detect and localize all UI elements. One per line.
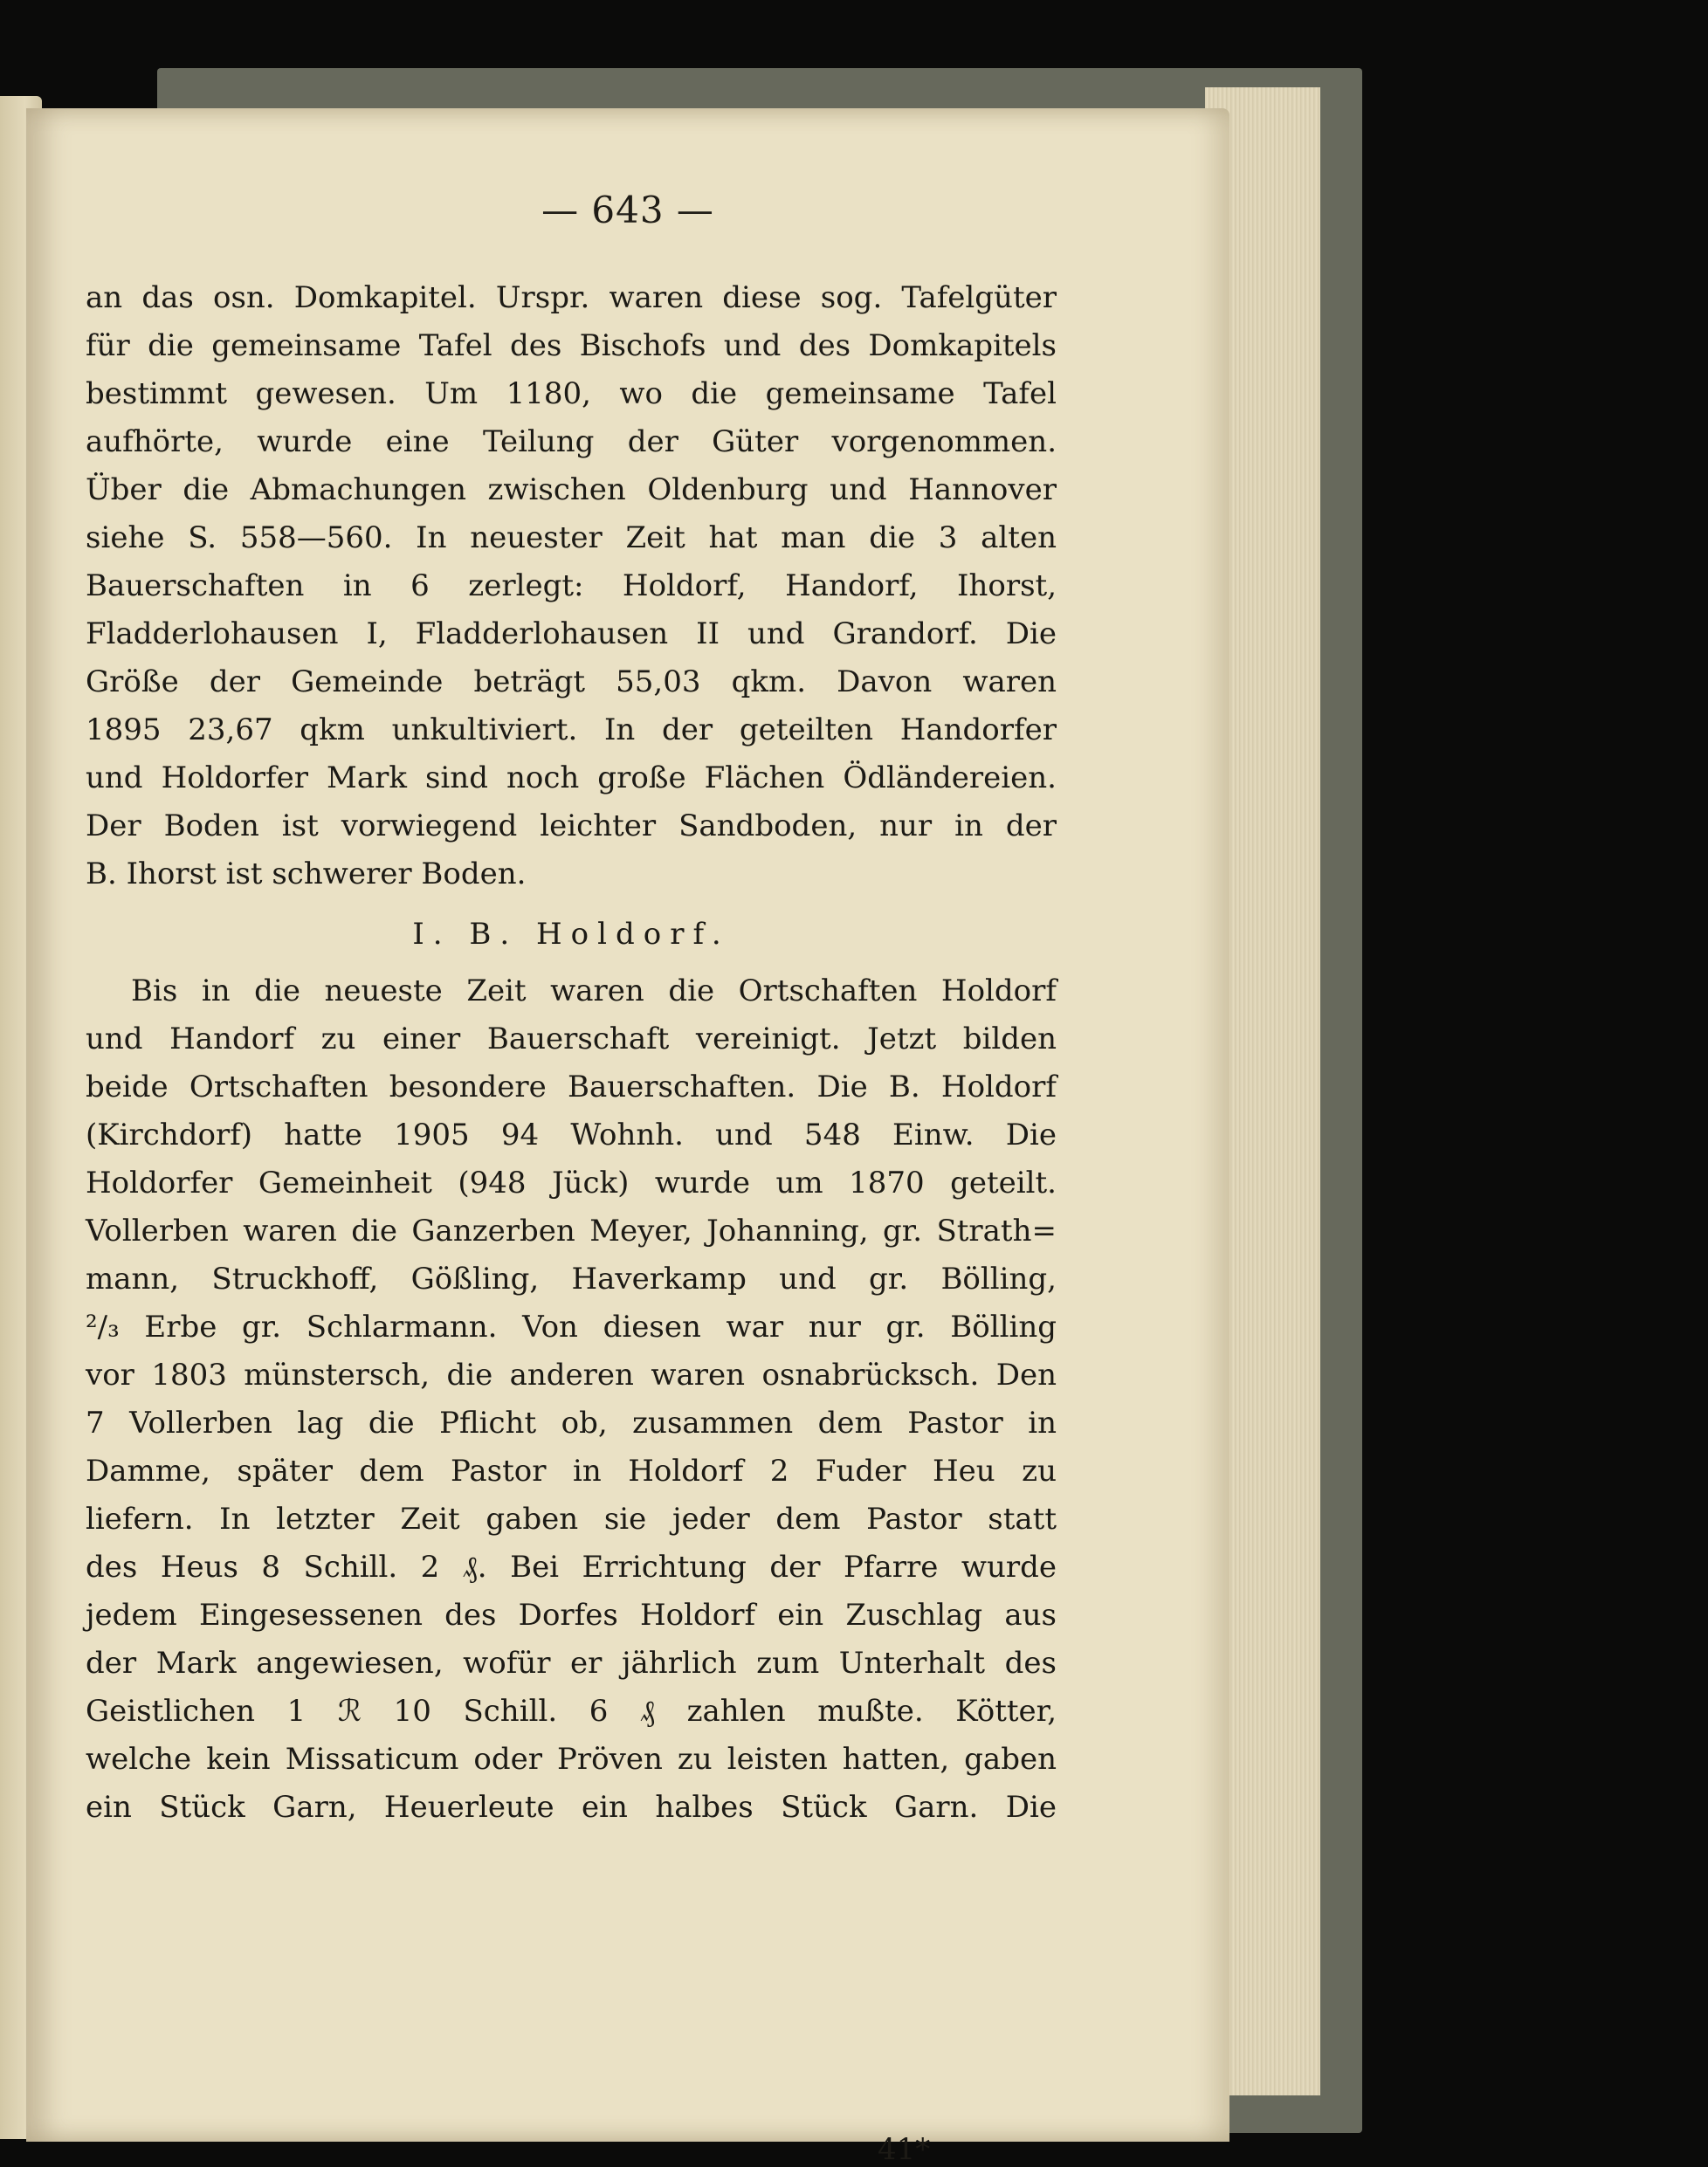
text-line: 1895 23,67 qkm unkultiviert. In der geteilten Handorfer [86, 712, 1057, 747]
text-line: Holdorfer Gemeinheit (948 Jück) wurde um 1870 geteilt. [86, 1166, 1057, 1200]
text-line: welche kein Missaticum oder Pröven zu leisten hatten, gaben [86, 1742, 1057, 1777]
text-line: siehe S. 558—560. In neuester Zeit hat man die 3 alten [86, 520, 1057, 555]
text-line: und Handorf zu einer Bauerschaft vereinigt. Jetzt bilden [86, 1022, 1057, 1056]
text-line: ²/₃ Erbe gr. Schlarmann. Von diesen war nur gr. Bölling [86, 1310, 1057, 1345]
text-line: der Mark angewiesen, wofür er jährlich zum Unterhalt des [86, 1646, 1057, 1681]
text-line: Der Boden ist vorwiegend leichter Sandboden, nur in der [86, 808, 1057, 843]
text-line: liefern. In letzter Zeit gaben sie jeder dem Pastor statt [86, 1502, 1057, 1537]
text-line: Damme, später dem Pastor in Holdorf 2 Fuder Heu zu [86, 1454, 1057, 1489]
signature-mark: 41* [878, 2132, 931, 2167]
text-line: für die gemeinsame Tafel des Bischofs und des Domkapitels [86, 328, 1057, 363]
text-line: jedem Eingesessenen des Dorfes Holdorf ein Zuschlag aus [86, 1598, 1057, 1633]
text-line: B. Ihorst ist schwerer Boden. [86, 856, 527, 891]
text-line: Geistlichen 1 ℛ 10 Schill. 6 ₰ zahlen mußte. Kötter, [86, 1694, 1057, 1729]
text-line: Fladderlohausen I, Fladderlohausen II und Grandorf. Die [86, 616, 1057, 651]
text-line: vor 1803 münstersch, die anderen waren osnabrücksch. Den [86, 1358, 1057, 1393]
text-line: (Kirchdorf) hatte 1905 94 Wohnh. und 548 Einw. Die [86, 1118, 1057, 1152]
paragraph-holdorf [86, 967, 1057, 1832]
text-line: mann, Struckhoff, Gößling, Haverkamp und gr. Bölling, [86, 1262, 1057, 1297]
paragraph-intro [86, 274, 1057, 898]
text-line: Vollerben waren die Ganzerben Meyer, Johanning, gr. Strath= [86, 1214, 1057, 1249]
text-line: aufhörte, wurde eine Teilung der Güter vorgenommen. [86, 424, 1057, 459]
text-line: Bauerschaften in 6 zerlegt: Holdorf, Handorf, Ihorst, [86, 568, 1057, 603]
text-line: ein Stück Garn, Heuerleute ein halbes Stück Garn. Die [86, 1790, 1057, 1825]
book-spread [86, 68, 1362, 2167]
book-page [26, 108, 1229, 2167]
text-line: beide Ortschaften besondere Bauerschaften. Die B. Holdorf [86, 1070, 1057, 1104]
text-line: bestimmt gewesen. Um 1180, wo die gemeinsame Tafel [86, 376, 1057, 411]
text-line: und Holdorfer Mark sind noch große Flächen Ödländereien. [86, 760, 1057, 795]
text-line: Größe der Gemeinde beträgt 55,03 qkm. Davon waren [86, 664, 1057, 699]
text-line: an das osn. Domkapitel. Urspr. waren diese sog. Tafelgüter [86, 280, 1057, 315]
text-line: 7 Vollerben lag die Pflicht ob, zusammen dem Pastor in [86, 1406, 1057, 1441]
text-line: Bis in die neueste Zeit waren die Ortschaften Holdorf [131, 973, 1057, 1008]
text-line: des Heus 8 Schill. 2 ₰. Bei Errichtung der Pfarre wurde [86, 1550, 1057, 1585]
page-body-text [86, 274, 1057, 1832]
text-line: Über die Abmachungen zwischen Oldenburg und Hannover [86, 472, 1057, 507]
page-number: — 643 — [541, 189, 714, 231]
section-heading: I. B. Holdorf. [412, 917, 730, 952]
